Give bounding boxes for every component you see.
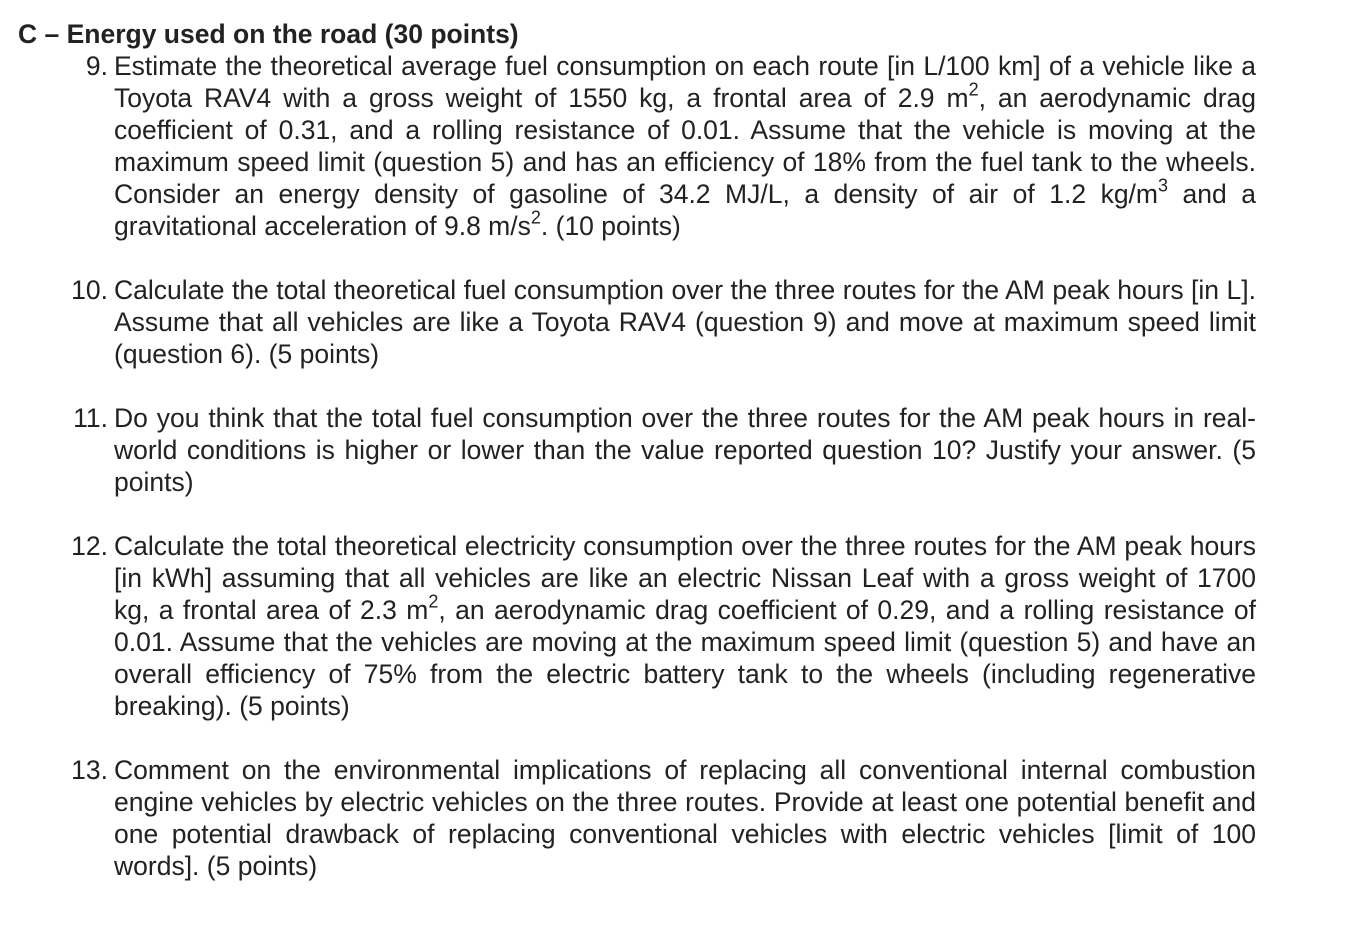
question-text-part: , an aerodynamic drag coefficient of 0.31, and a rolling resistance of 0.01. Assume that the vehicle is moving at the maximum speed limit (question 5) and has an efficiency of 18% from the fuel tank to the wheels. Consider an energy density of gasoline of 34.2 MJ/L, a density of air of 1.2 kg/m bbox=[114, 83, 1256, 209]
question-text-part: Estimate the theoretical average fuel consumption on each route [in L/100 km] of a vehicle like a Toyota RAV4 with a gross weight of 1550 kg, a frontal area of 2.9 m bbox=[114, 51, 1256, 113]
question-number: 10. bbox=[71, 275, 108, 305]
question-number: 9. bbox=[85, 51, 108, 81]
section-title: C – Energy used on the road (30 points) bbox=[18, 19, 519, 49]
superscript: 2 bbox=[968, 79, 979, 100]
question-11 bbox=[73, 402, 1256, 498]
superscript: 3 bbox=[1158, 175, 1169, 196]
question-number: 13. bbox=[71, 755, 108, 785]
superscript: 2 bbox=[530, 207, 541, 228]
question-text: Calculate the total theoretical fuel consumption over the three routes for the AM peak hours [in L]. Assume that all vehicles are like a Toyota RAV4 (question 9) and move at maximum speed limit (question 6). (5 points) bbox=[114, 275, 1256, 369]
question-number: 12. bbox=[71, 531, 108, 561]
question-text: Do you think that the total fuel consumption over the three routes for the AM peak hours in real-world conditions is higher or lower than the value reported question 10? Justify your answer. (5 points) bbox=[114, 403, 1256, 497]
question-number: 11. bbox=[73, 403, 108, 433]
question-text: Comment on the environmental implications of replacing all conventional internal combustion engine vehicles by electric vehicles on the three routes. Provide at least one potential benefit and one potential drawback of replacing conventional vehicles with electric vehicles [limit of 100 words]. (5 points) bbox=[114, 755, 1256, 881]
question-text-part: Calculate the total theoretical electricity consumption over the three routes for the AM peak hours [in kWh] assuming that all vehicles are like an electric Nissan Leaf with a gross weight of 1700 kg, a frontal area of 2.3 m bbox=[114, 531, 1256, 625]
question-text-part: . (10 points) bbox=[540, 211, 681, 241]
exam-section bbox=[18, 14, 1318, 882]
question-text-part: , an aerodynamic drag coefficient of 0.29, and a rolling resistance of 0.01. Assume that the vehicles are moving at the maximum speed limit (question 5) and have an overall efficiency of 75% from the electric battery tank to the wheels (including regenerative breaking). (5 points) bbox=[114, 595, 1256, 721]
question-12 bbox=[71, 530, 1256, 722]
question-text-part: and a gravitational acceleration of 9.8 m/s bbox=[114, 179, 1256, 241]
question-13 bbox=[71, 754, 1256, 882]
question-9 bbox=[85, 50, 1256, 242]
question-10 bbox=[71, 274, 1256, 370]
superscript: 2 bbox=[428, 591, 439, 612]
